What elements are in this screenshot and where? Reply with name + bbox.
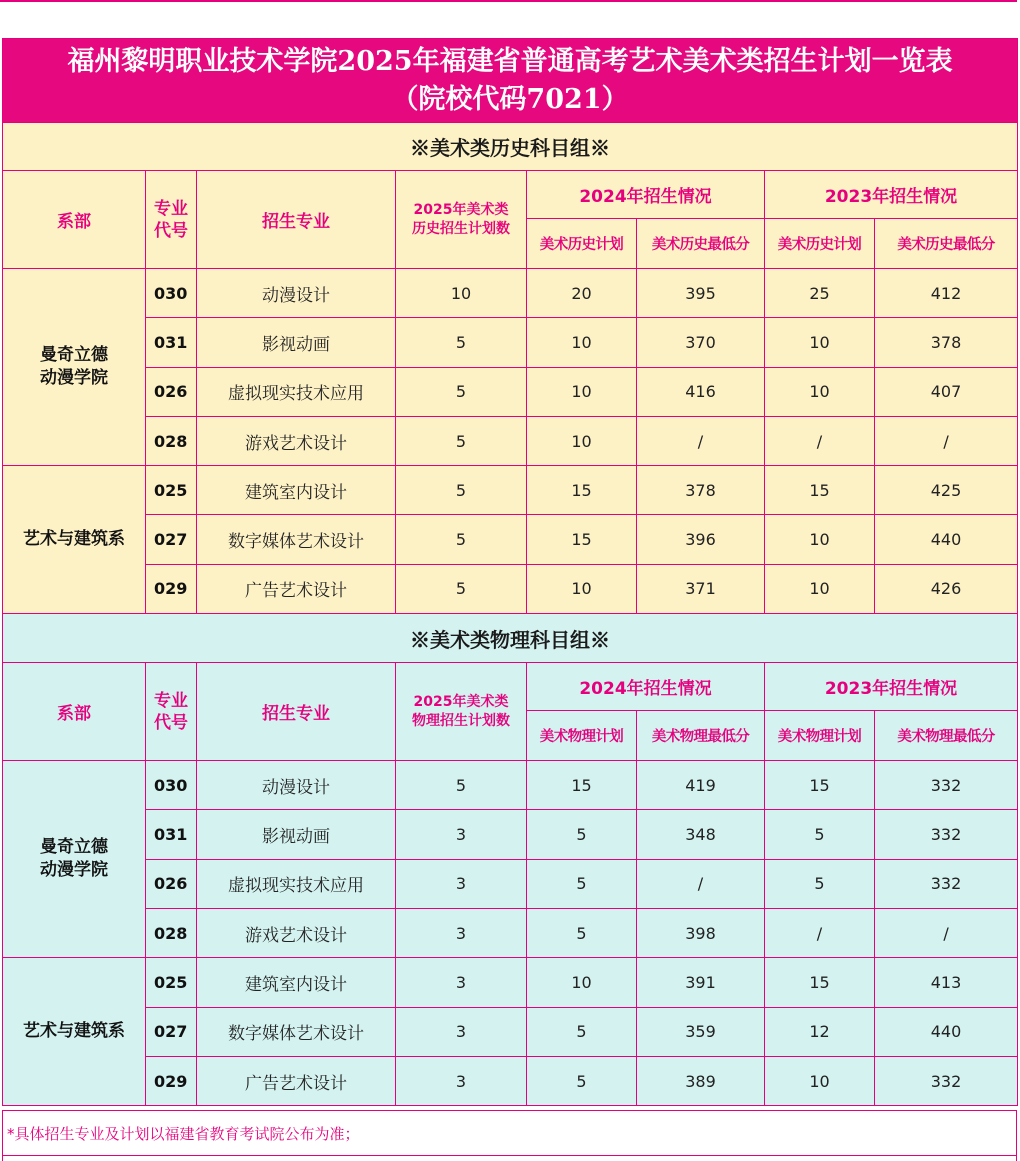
physics_group-header-plan2025-line1: 2025年美术类 — [413, 693, 509, 710]
min2024-cell: 396 — [637, 515, 765, 564]
min2023-cell: 440 — [875, 515, 1018, 564]
table-row — [3, 1056, 1018, 1105]
major-cell: 游戏艺术设计 — [197, 416, 396, 465]
plan2023-cell: / — [765, 416, 875, 465]
physics_group-header-code-text: 专业代号 — [154, 690, 188, 733]
history_group-header-major: 招生专业 — [197, 171, 396, 269]
title-line-2: （院校代码7021） — [391, 83, 629, 115]
plan2023-cell: 5 — [765, 859, 875, 908]
table-row — [3, 269, 1018, 318]
plan2024-cell: 5 — [527, 1056, 637, 1105]
plan2025-cell: 5 — [396, 515, 527, 564]
table-row — [3, 515, 1018, 564]
history_group-header-plan2025-line2: 历史招生计划数 — [412, 220, 510, 237]
table-row — [3, 958, 1018, 1007]
title-line-1: 福州黎明职业技术学院2025年福建省普通高考艺术美术类招生计划一览表 — [67, 45, 953, 77]
plan2024-cell: 15 — [527, 761, 637, 810]
bottom-border-strip — [2, 1155, 1017, 1161]
table-title — [3, 39, 1018, 123]
major-cell: 广告艺术设计 — [197, 564, 396, 613]
top-border-strip — [0, 0, 1017, 2]
physics_group-dept-1-line2: 动漫学院 — [40, 860, 108, 881]
plan2023-cell: / — [765, 908, 875, 957]
table-row — [3, 810, 1018, 859]
code-cell: 029 — [146, 564, 197, 613]
code-cell: 025 — [146, 958, 197, 1007]
footnote: *具体招生专业及计划以福建省教育考试院公布为准； — [2, 1110, 1017, 1156]
physics_group-header-code — [146, 663, 197, 761]
min2024-cell: / — [637, 859, 765, 908]
min2024-cell: 371 — [637, 564, 765, 613]
plan2025-cell: 5 — [396, 416, 527, 465]
history_group-header-2024: 2024年招生情况 — [527, 171, 765, 219]
major-cell: 广告艺术设计 — [197, 1056, 396, 1105]
min2024-cell: 378 — [637, 466, 765, 515]
min2024-cell: 348 — [637, 810, 765, 859]
physics_group-dept-2: 艺术与建筑系 — [3, 958, 146, 1106]
min2024-cell: 416 — [637, 367, 765, 416]
code-cell: 031 — [146, 810, 197, 859]
code-cell: 030 — [146, 761, 197, 810]
plan2025-cell: 5 — [396, 564, 527, 613]
plan2023-cell: 25 — [765, 269, 875, 318]
physics_group-header-plan2025-line2: 物理招生计划数 — [412, 712, 510, 729]
plan2024-cell: 5 — [527, 908, 637, 957]
min2024-cell: 370 — [637, 318, 765, 367]
history-group-section — [3, 123, 1018, 614]
plan2024-cell: 10 — [527, 416, 637, 465]
major-cell: 动漫设计 — [197, 269, 396, 318]
physics-group-section — [3, 614, 1018, 1106]
history_group-header-plan2024: 美术历史计划 — [527, 219, 637, 269]
table-row — [3, 761, 1018, 810]
plan2025-cell: 10 — [396, 269, 527, 318]
history_group-dept-1-line1: 曼奇立德 — [40, 345, 108, 366]
physics_group-header-major: 招生专业 — [197, 663, 396, 761]
physics_group-header-min2024: 美术物理最低分 — [637, 711, 765, 761]
history_group-header-plan2025 — [396, 171, 527, 269]
history_group-header-min2024: 美术历史最低分 — [637, 219, 765, 269]
plan2024-cell: 5 — [527, 1007, 637, 1056]
table-row — [3, 466, 1018, 515]
min2024-cell: 419 — [637, 761, 765, 810]
min2023-cell: 407 — [875, 367, 1018, 416]
plan2023-cell: 5 — [765, 810, 875, 859]
code-cell: 028 — [146, 416, 197, 465]
major-cell: 建筑室内设计 — [197, 958, 396, 1007]
plan2024-cell: 15 — [527, 515, 637, 564]
plan2025-cell: 3 — [396, 958, 527, 1007]
min2023-cell: 332 — [875, 761, 1018, 810]
table-row — [3, 564, 1018, 613]
plan2024-cell: 5 — [527, 859, 637, 908]
plan2025-cell: 5 — [396, 761, 527, 810]
plan2023-cell: 15 — [765, 466, 875, 515]
code-cell: 030 — [146, 269, 197, 318]
history_group-header-plan2025-line1: 2025年美术类 — [413, 201, 509, 218]
history_group-dept-1 — [3, 269, 146, 466]
code-cell: 025 — [146, 466, 197, 515]
min2023-cell: 412 — [875, 269, 1018, 318]
table-row — [3, 859, 1018, 908]
physics_group-dept-1 — [3, 761, 146, 958]
min2023-cell: 332 — [875, 1056, 1018, 1105]
history_group-dept-1-line2: 动漫学院 — [40, 368, 108, 389]
plan2024-cell: 10 — [527, 564, 637, 613]
history_group-header-code-text: 专业代号 — [154, 198, 188, 241]
enrollment-table-wrapper — [2, 38, 1017, 1106]
plan2024-cell: 10 — [527, 958, 637, 1007]
plan2023-cell: 15 — [765, 958, 875, 1007]
plan2023-cell: 10 — [765, 515, 875, 564]
min2023-cell: 413 — [875, 958, 1018, 1007]
code-cell: 031 — [146, 318, 197, 367]
table-row — [3, 367, 1018, 416]
plan2023-cell: 10 — [765, 318, 875, 367]
physics_group-label: ※美术类物理科目组※ — [3, 614, 1018, 663]
plan2024-cell: 15 — [527, 466, 637, 515]
min2024-cell: 391 — [637, 958, 765, 1007]
history_group-header-code — [146, 171, 197, 269]
plan2023-cell: 10 — [765, 1056, 875, 1105]
min2023-cell: 332 — [875, 810, 1018, 859]
plan2025-cell: 5 — [396, 318, 527, 367]
major-cell: 游戏艺术设计 — [197, 908, 396, 957]
history_group-label: ※美术类历史科目组※ — [3, 123, 1018, 171]
plan2023-cell: 15 — [765, 761, 875, 810]
physics_group-header-plan2023: 美术物理计划 — [765, 711, 875, 761]
plan2025-cell: 3 — [396, 859, 527, 908]
major-cell: 虚拟现实技术应用 — [197, 367, 396, 416]
plan2024-cell: 5 — [527, 810, 637, 859]
code-cell: 027 — [146, 1007, 197, 1056]
min2023-cell: 378 — [875, 318, 1018, 367]
major-cell: 数字媒体艺术设计 — [197, 1007, 396, 1056]
code-cell: 029 — [146, 1056, 197, 1105]
min2023-cell: 426 — [875, 564, 1018, 613]
plan2023-cell: 12 — [765, 1007, 875, 1056]
min2023-cell: 425 — [875, 466, 1018, 515]
plan2025-cell: 3 — [396, 1007, 527, 1056]
min2024-cell: 359 — [637, 1007, 765, 1056]
plan2024-cell: 10 — [527, 318, 637, 367]
physics_group-header-2023: 2023年招生情况 — [765, 663, 1018, 711]
min2023-cell: / — [875, 908, 1018, 957]
table-row — [3, 318, 1018, 367]
plan2025-cell: 3 — [396, 908, 527, 957]
history_group-header-plan2023: 美术历史计划 — [765, 219, 875, 269]
min2024-cell: / — [637, 416, 765, 465]
history_group-header-min2023: 美术历史最低分 — [875, 219, 1018, 269]
plan2025-cell: 5 — [396, 367, 527, 416]
plan2023-cell: 10 — [765, 564, 875, 613]
physics_group-header-min2023: 美术物理最低分 — [875, 711, 1018, 761]
major-cell: 影视动画 — [197, 810, 396, 859]
min2024-cell: 389 — [637, 1056, 765, 1105]
code-cell: 026 — [146, 367, 197, 416]
min2023-cell: / — [875, 416, 1018, 465]
code-cell: 027 — [146, 515, 197, 564]
table-row — [3, 1007, 1018, 1056]
physics_group-dept-1-line1: 曼奇立德 — [40, 837, 108, 858]
physics_group-header-plan2024: 美术物理计划 — [527, 711, 637, 761]
enrollment-plan-table — [2, 38, 1018, 1106]
history_group-header-2023: 2023年招生情况 — [765, 171, 1018, 219]
major-cell: 建筑室内设计 — [197, 466, 396, 515]
plan2025-cell: 3 — [396, 1056, 527, 1105]
major-cell: 虚拟现实技术应用 — [197, 859, 396, 908]
plan2023-cell: 10 — [765, 367, 875, 416]
code-cell: 028 — [146, 908, 197, 957]
major-cell: 数字媒体艺术设计 — [197, 515, 396, 564]
min2024-cell: 395 — [637, 269, 765, 318]
min2024-cell: 398 — [637, 908, 765, 957]
major-cell: 动漫设计 — [197, 761, 396, 810]
history_group-header-dept: 系部 — [3, 171, 146, 269]
physics_group-header-dept: 系部 — [3, 663, 146, 761]
physics_group-header-plan2025 — [396, 663, 527, 761]
table-row — [3, 416, 1018, 465]
physics_group-header-2024: 2024年招生情况 — [527, 663, 765, 711]
history_group-dept-2: 艺术与建筑系 — [3, 466, 146, 614]
code-cell: 026 — [146, 859, 197, 908]
table-row — [3, 908, 1018, 957]
plan2024-cell: 10 — [527, 367, 637, 416]
min2023-cell: 440 — [875, 1007, 1018, 1056]
major-cell: 影视动画 — [197, 318, 396, 367]
min2023-cell: 332 — [875, 859, 1018, 908]
plan2025-cell: 3 — [396, 810, 527, 859]
plan2024-cell: 20 — [527, 269, 637, 318]
plan2025-cell: 5 — [396, 466, 527, 515]
